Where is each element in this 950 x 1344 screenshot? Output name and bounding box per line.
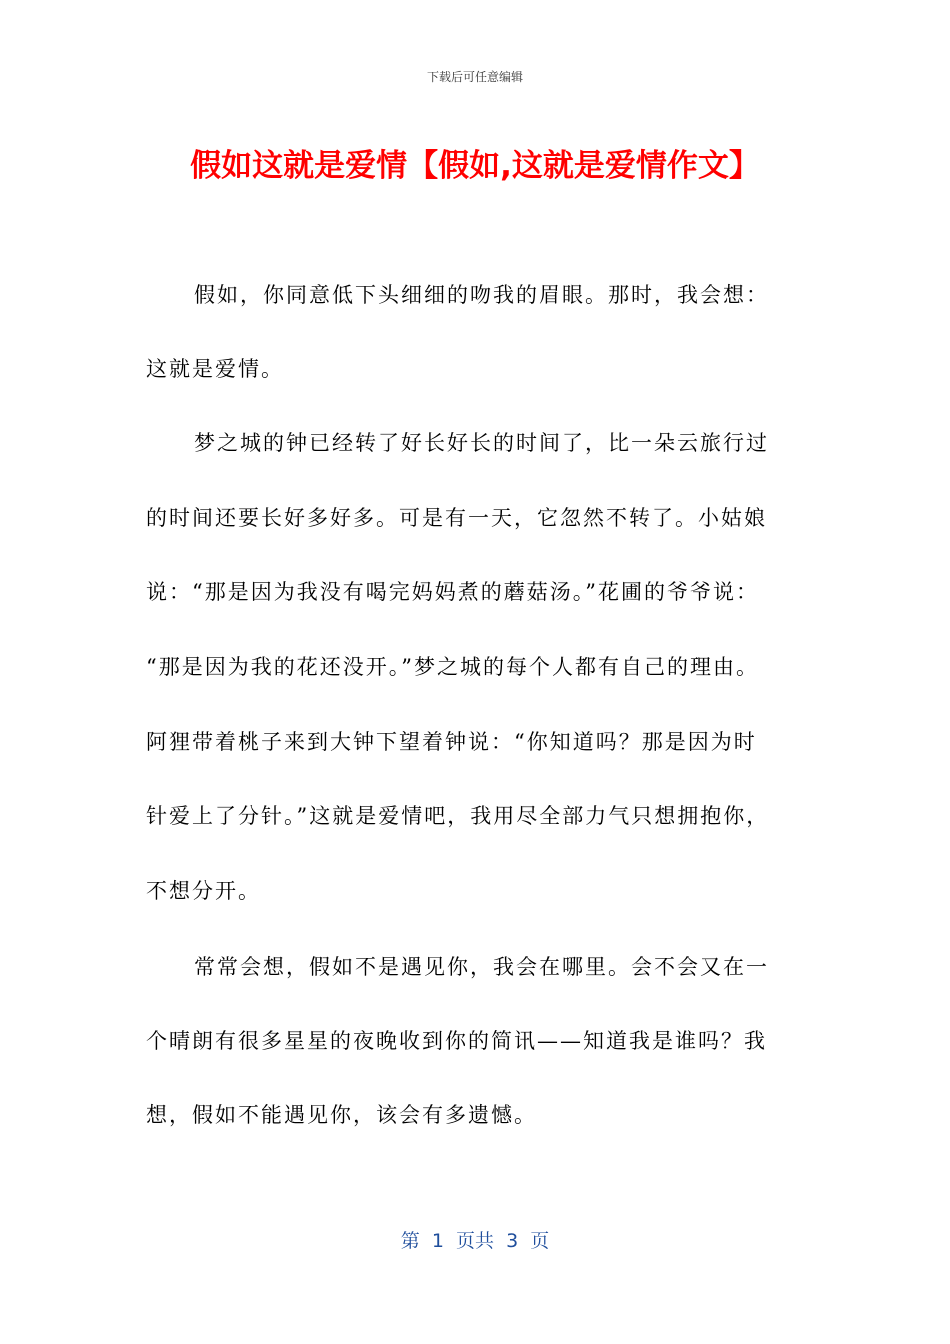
paragraph-2-line-1: 梦之城的钟已经转了好长好长的时间了，比一朵云旅行过 [194,431,769,455]
paragraph-2-line-6: 针爱上了分针。”这就是爱情吧，我用尽全部力气只想拥抱你， [146,804,770,828]
document-title: 假如这就是爱情【假如,这就是爱情作文】 [190,148,760,184]
paragraph-2-line-3: 说：“那是因为我没有喝完妈妈煮的蘑菇汤。”花圃的爷爷说： [146,580,759,604]
header-note: 下载后可任意编辑 [426,70,523,84]
page-number-footer: 第 1 页共 3 页 [400,1230,550,1252]
paragraph-2-line-4: “那是因为我的花还没开。”梦之城的每个人都有自己的理由。 [146,655,759,679]
paragraph-1-line-2: 这就是爱情。 [146,357,284,381]
paragraph-3-line-3: 想，假如不能遇见你，该会有多遗憾。 [146,1103,537,1127]
paragraph-3-line-2: 个晴朗有很多星星的夜晚收到你的简讯——知道我是谁吗？我 [146,1029,767,1053]
paragraph-2-line-7: 不想分开。 [146,879,261,903]
paragraph-2-line-2: 的时间还要长好多好多。可是有一天，它忽然不转了。小姑娘 [146,506,767,530]
paragraph-2-line-5: 阿狸带着桃子来到大钟下望着钟说：“你知道吗？那是因为时 [146,730,757,754]
paragraph-1-line-1: 假如，你同意低下头细细的吻我的眉眼。那时，我会想： [194,283,769,307]
paragraph-3-line-1: 常常会想，假如不是遇见你，我会在哪里。会不会又在一 [194,955,769,979]
